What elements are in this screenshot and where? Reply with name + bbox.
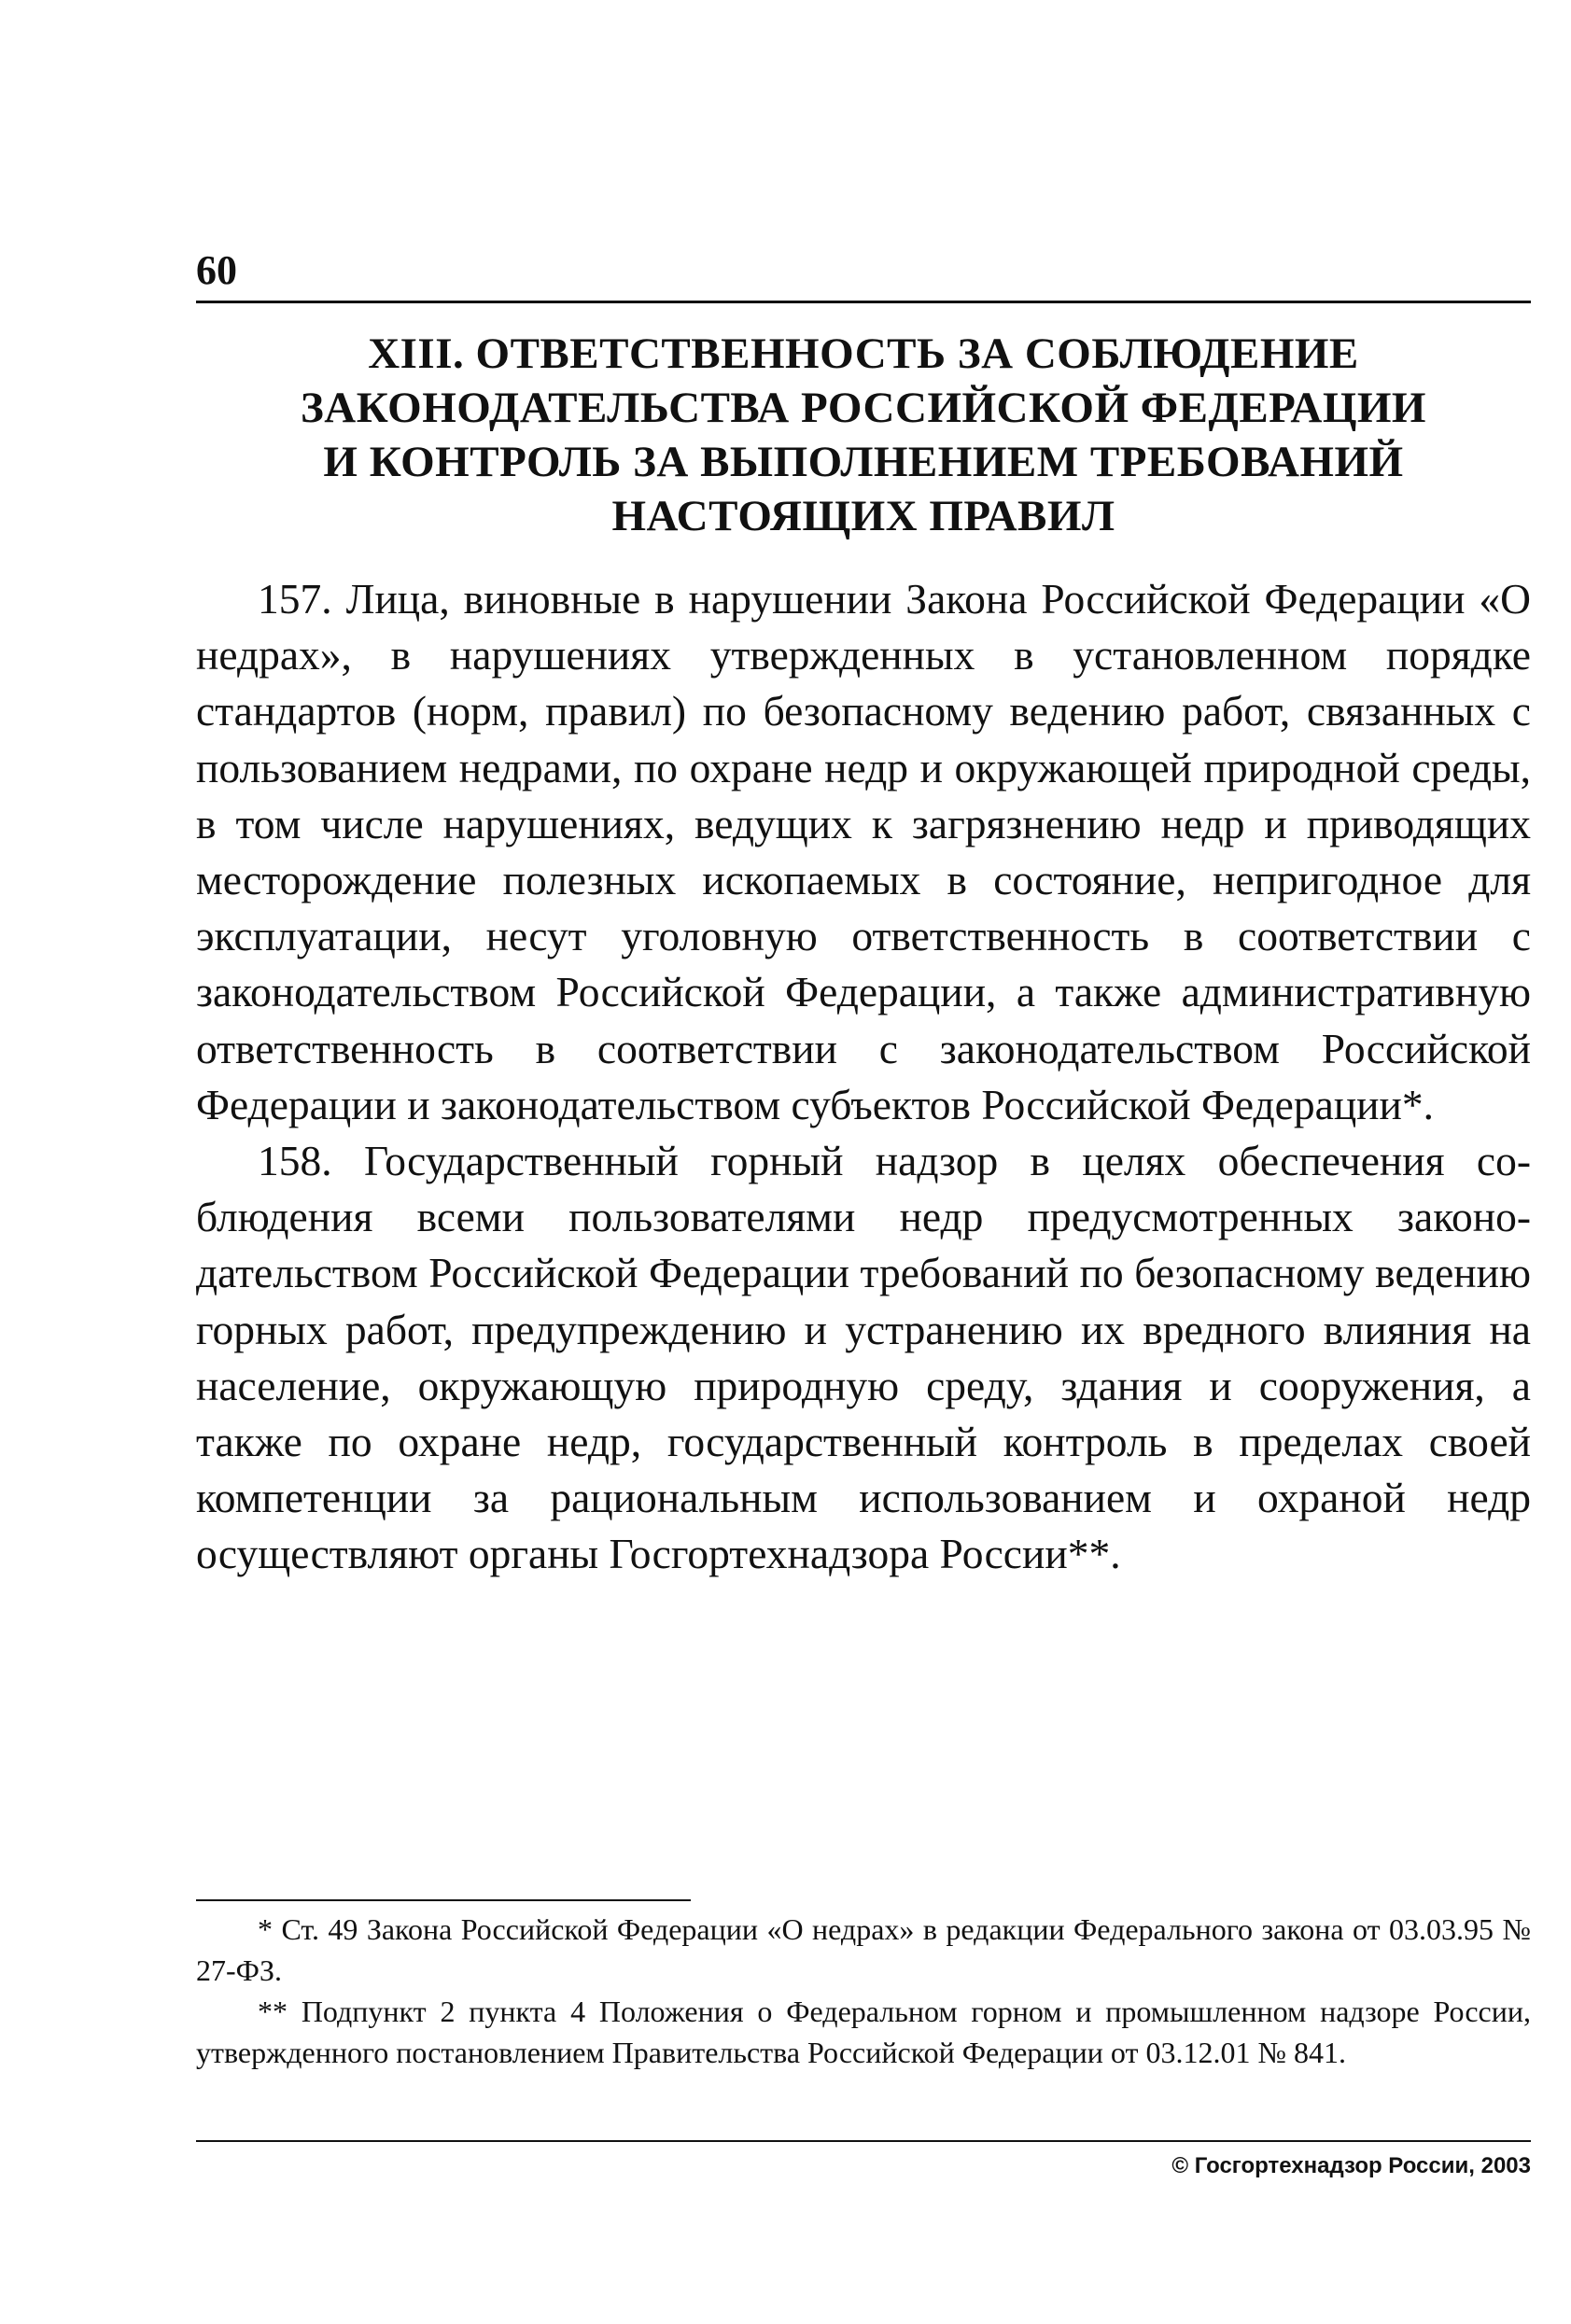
section-heading-line: XIII. ОТВЕТСТВЕННОСТЬ ЗА СОБЛЮДЕНИЕ bbox=[368, 329, 1359, 378]
paragraph-158: 158. Государственный горный надзор в целях обеспечения соблюдения всеми пользователями недр предусмотренных законодательством Российской Федерации требований по безопасному ведению горных работ, предупреждению и устранению их вредного влияния на население, окружающую природную среду, здания и сооружения, а также по охране недр, государственный контроль в пределах своей компетенции за рациональным использованием и охраной недр осуществляют органы Госгортехнадзора России**. bbox=[196, 1137, 1531, 1578]
section-heading-line: И КОНТРОЛЬ ЗА ВЫПОЛНЕНИЕМ ТРЕБОВАНИЙ bbox=[323, 438, 1404, 486]
footnote-1: * Ст. 49 Закона Российской Федерации «О недрах» в редакции Федерального закона от 03.03.95 № 27-ФЗ. bbox=[196, 1912, 1531, 1987]
header-rule bbox=[196, 301, 1531, 303]
footnote-2: ** Подпункт 2 пункта 4 Положения о Федеральном горном и промышленном надзоре России, утвержденного постановлением Правительства Российской Федерации от 03.12.01 № 841. bbox=[196, 1995, 1531, 2069]
body-text bbox=[196, 571, 1531, 1583]
section-heading-line: ЗАКОНОДАТЕЛЬСТВА РОССИЙСКОЙ ФЕДЕРАЦИИ bbox=[300, 384, 1426, 432]
section-heading bbox=[196, 327, 1531, 543]
footnotes bbox=[196, 1909, 1531, 2073]
copyright-notice: © Госгортехнадзор России, 2003 bbox=[1171, 2153, 1531, 2178]
footer-rule bbox=[196, 2140, 1531, 2142]
paragraph-157: 157. Лица, виновные в нарушении Закона Российской Федерации «О недрах», в нарушениях утвержденных в установленном порядке стандартов (норм, правил) по безопасному ведению работ, связанных с пользованием недрами, по охране недр и окружающей природной среды, в том числе нарушениях, ведущих к загрязнению недр и приводящих месторождение полезных ископаемых в состояние, непригодное для эксплуатации, несут уголовную ответственность в соответствии с законодательством Российской Федерации, а также административную ответственность в соответствии с законодательством Российской Федерации и законодательством субъектов Российской Федерации*. bbox=[196, 575, 1531, 1128]
footnote-rule bbox=[196, 1899, 691, 1901]
page-number: 60 bbox=[196, 247, 237, 293]
section-heading-line: НАСТОЯЩИХ ПРАВИЛ bbox=[611, 492, 1115, 540]
